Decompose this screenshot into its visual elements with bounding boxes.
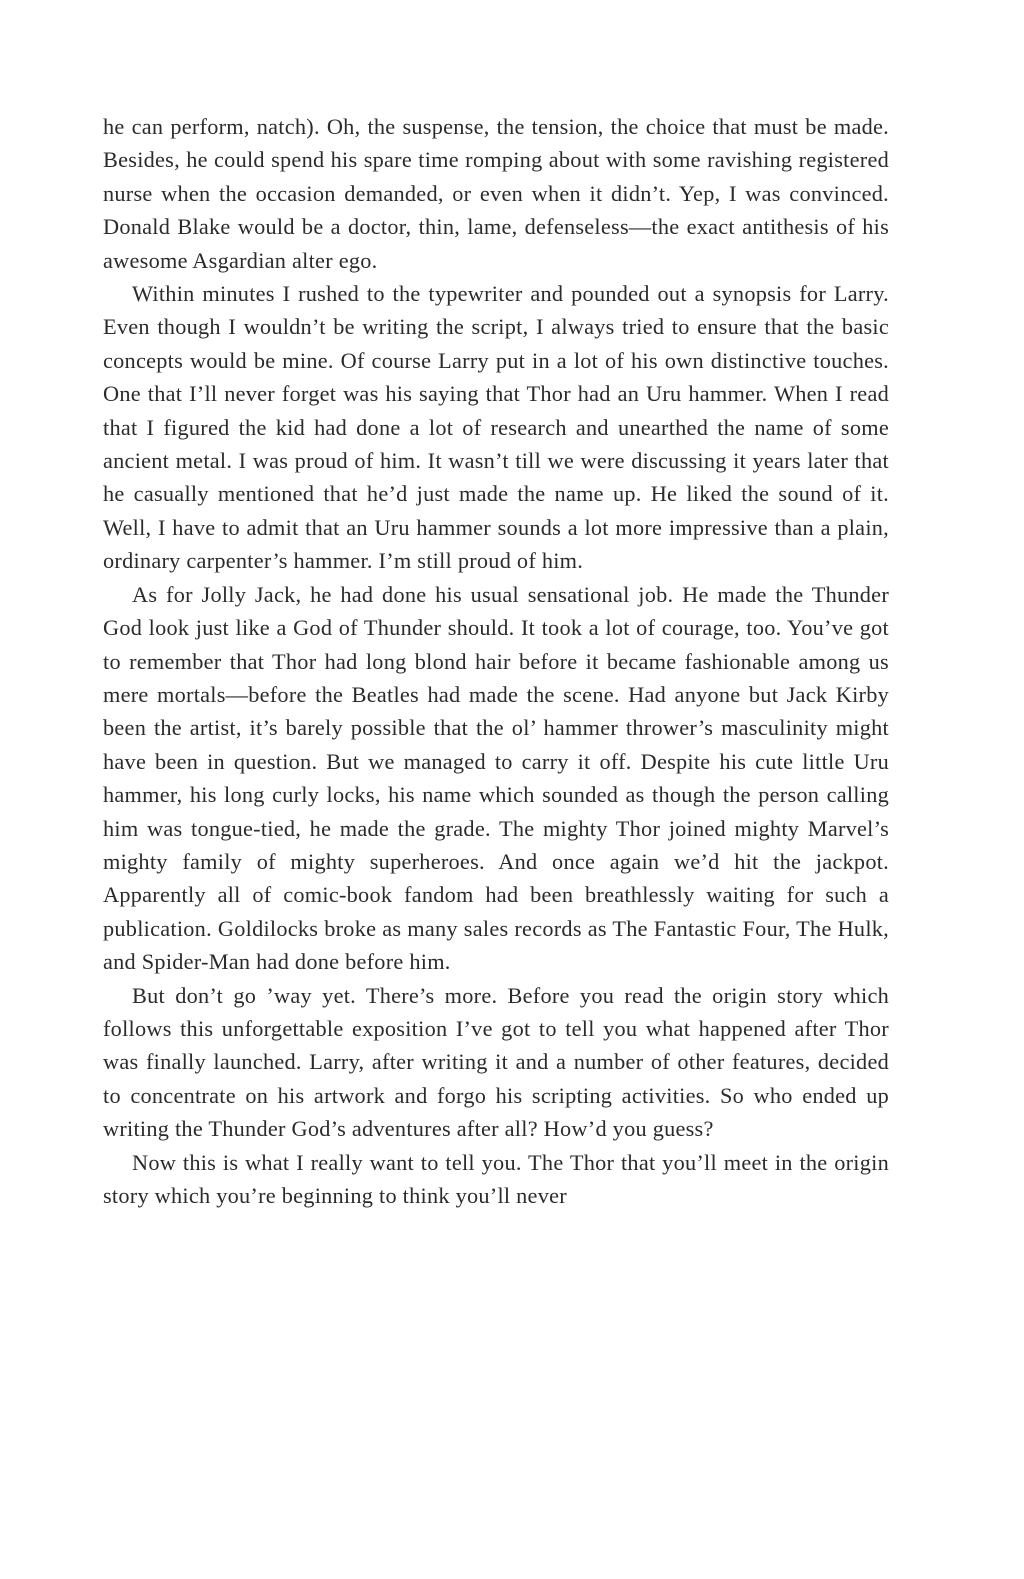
paragraph-continuation: he can perform, natch). Oh, the suspense, the tension, the choice that must be made. Besides, he could spend his spare time romping about with some ravishing registered nurse when the occasion demanded, or even when it didn’t. Yep, I was convinced. Donald Blake would be a doctor, thin, lame, defenseless—the exact antithesis of his awesome Asgardian alter ego. — [103, 114, 889, 273]
paragraph-now-this-is: Now this is what I really want to tell you. The Thor that you’ll meet in the origin story which you’re beginning to think you’ll never — [103, 1149, 889, 1208]
paragraph-dont-go-way: But don’t go ’way yet. There’s more. Before you read the origin story which follows this unforgettable exposition I’ve got to tell you what happened after Thor was finally launched. Larry, after writing it and a number of other features, decided to concentrate on his artwork and forgo his scripting activities. So who ended up writing the Thunder God’s adventures after all? How’d you guess? — [103, 982, 889, 1142]
paragraph-typewriter-synopsis: Within minutes I rushed to the typewriter and pounded out a synopsis for Larry. Even though I wouldn’t be writing the script, I always tried to ensure that the basic concepts would be mine. Of course Larry put in a lot of his own distinctive touches. One that I’ll never forget was his saying that Thor had an Uru hammer. When I read that I figured the kid had done a lot of research and unearthed the name of some ancient metal. I was proud of him. It wasn’t till we were discussing it years later that he casually mentioned that he’d just made the name up. He liked the sound of it. Well, I have to admit that an Uru hammer sounds a lot more impressive than a plain, ordinary carpenter’s hammer. I’m still proud of him. — [103, 281, 889, 574]
paragraph-jolly-jack: As for Jolly Jack, he had done his usual sensational job. He made the Thunder God look just like a God of Thunder should. It took a lot of courage, too. You’ve got to remember that Thor had long blond hair before it became fashionable among us mere mortals—before the Beatles had made the scene. Had anyone but Jack Kirby been the artist, it’s barely possible that the ol’ hammer thrower’s masculinity might have been in question. But we managed to carry it off. Despite his cute little Uru hammer, his long curly locks, his name which sounded as though the person calling him was tongue-tied, he made the grade. The mighty Thor joined mighty Marvel’s mighty family of mighty superheroes. And once again we’d hit the jackpot. Apparently all of comic-book fandom had been breathlessly waiting for such a publication. Goldilocks broke as many sales records as The Fantastic Four, The Hulk, and Spider-Man had done before him. — [103, 581, 889, 975]
book-page — [103, 110, 889, 1212]
